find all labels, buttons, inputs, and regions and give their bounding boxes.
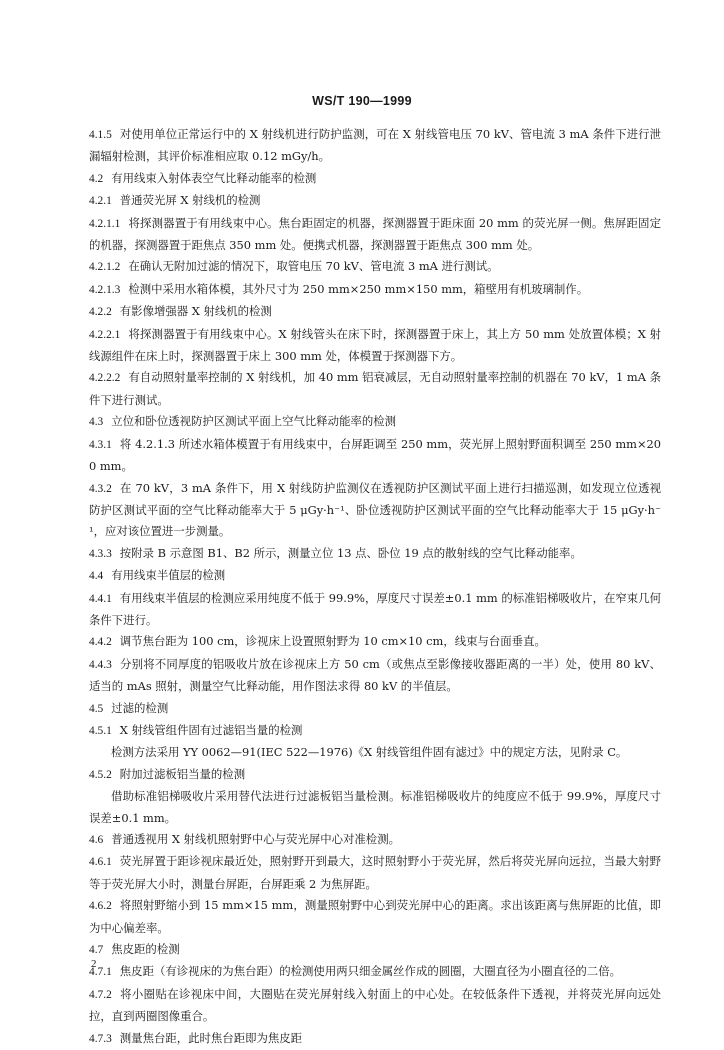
clause-number: 4.7.2 [89, 988, 112, 1001]
clause-number: 4.4 [89, 570, 104, 583]
clause-number: 4.1.5 [89, 129, 112, 141]
clause-text: 普通透视用 X 射线机照射野中心与荧光屏中心对准检测。 [111, 832, 400, 846]
clause-text: 有用线束半值层的检测应采用纯度不低于 99.9%，厚度尺寸误差±0.1 mm 的标准铝梯吸收片，在窄束几何条件下进行。 [89, 590, 661, 627]
clause-paragraph [89, 895, 661, 939]
clause-paragraph [89, 434, 661, 478]
clause-text: 检测中采用水箱体模，其外尺寸为 250 mm×250 mm×150 mm，箱壁用有机玻璃制作。 [128, 281, 589, 296]
clause-text: 将 4.2.1.3 所述水箱体模置于有用线束中，台屏距调至 250 mm，荧光屏上照射野面积调至 250 mm×200 mm。 [89, 436, 661, 474]
page-number: 2 [91, 958, 97, 970]
clause-paragraph [89, 631, 661, 653]
clause-paragraph [89, 411, 661, 433]
clause-number: 4.4.3 [89, 658, 112, 671]
clause-text: 有影像增强器 X 射线机的检测 [119, 304, 272, 319]
clause-text: 附加过滤板铝当量的检测 [119, 766, 246, 781]
clause-text: 将探测器置于有用线束中心。X 射线管头在床下时，探测器置于床上，其上方 50 mm 处放置体模；X 射线源组件在床上时，探测器置于床上 300 mm 处，体模置于探测器下方。 [89, 326, 661, 364]
clause-text: 立位和卧位透视防护区测试平面上空气比释动能率的检测 [111, 414, 397, 429]
clause-number: 4.2.1 [89, 195, 112, 208]
clause-number: 4.5 [89, 702, 104, 715]
clause-paragraph [89, 764, 661, 786]
clause-text: 对使用单位正常运行中的 X 射线机进行防护监测，可在 X 射线管电压 70 kV、管电流 3 mA 条件下进行泄漏辐射检测，其评价标准相应取 0.12 mGy/h。 [89, 127, 661, 164]
clause-paragraph [89, 301, 661, 323]
clause-paragraph [89, 654, 661, 698]
clause-number: 4.3.2 [89, 482, 112, 495]
standard-code: WS/T 190—1999 [312, 94, 412, 108]
clause-number: 4.3 [89, 416, 104, 429]
clause-paragraph [89, 190, 661, 212]
page-header [0, 94, 724, 108]
clause-text: 按附录 B 示意图 B1、B2 所示，测量立位 13 点、卧位 19 点的散射线的空气比释动能率。 [119, 545, 582, 560]
clause-paragraph [89, 984, 661, 1028]
clause-number: 4.5.2 [89, 768, 112, 781]
clause-paragraph [89, 124, 661, 168]
clause-paragraph [89, 543, 661, 565]
clause-number: 4.2.2.1 [89, 328, 121, 341]
clause-paragraph [89, 279, 661, 301]
clause-paragraph [89, 324, 661, 368]
clause-text: 焦皮距（有诊视床的为焦台距）的检测使用两只细金属丝作成的圆圈，大圈直径为小圈直径的二倍。 [119, 964, 621, 979]
clause-text: 荧光屏置于距诊视床最近处，照射野开到最大，这时照射野小于荧光屏，然后将荧光屏向远拉，当最大射野等于荧光屏大小时，测量台屏距，台屏距乘 2 为焦屏距。 [89, 854, 661, 891]
clause-number: 4.4.2 [89, 636, 112, 649]
clause-number: 4.6.1 [89, 856, 112, 869]
clause-paragraph [89, 829, 661, 851]
document-body [89, 124, 661, 1050]
clause-text: 在确认无附加过滤的情况下，取管电压 70 kV、管电流 3 mA 进行测试。 [128, 259, 499, 274]
clause-text: 过滤的检测 [111, 700, 169, 715]
clause-text: 有自动照射量率控制的 X 射线机，加 40 mm 铝衰减层，无自动照射量率控制的机器在 70 kV，1 mA 条件下进行测试。 [89, 370, 661, 407]
clause-number: 4.7.1 [89, 966, 112, 979]
clause-text: 将照射野缩小到 15 mm×15 mm，测量照射野中心到荧光屏中心的距离。求出该距离与焦屏距的比值，即为中心偏差率。 [89, 898, 661, 935]
clause-text: 普通荧光屏 X 射线机的检测 [119, 193, 261, 208]
clause-paragraph [89, 1028, 661, 1050]
clause-paragraph [89, 367, 661, 411]
clause-number: 4.2.2.2 [89, 372, 121, 385]
clause-paragraph [89, 588, 661, 632]
clause-paragraph [89, 168, 661, 190]
clause-text: 测量焦台距，此时焦台距即为焦皮距 [119, 1030, 303, 1045]
clause-text: 焦皮距的检测 [111, 942, 180, 957]
clause-text: X 射线管组件固有过滤铝当量的检测 [119, 722, 303, 737]
clause-paragraph [89, 256, 661, 278]
clause-number: 4.3.3 [89, 547, 112, 560]
clause-number: 4.2.1.2 [89, 261, 121, 274]
clause-text: 有用线束入射体表空气比释动能率的检测 [111, 170, 317, 185]
clause-text: 将探测器置于有用线束中心。焦台距固定的机器，探测器置于距床面 20 mm 的荧光屏一侧。焦屏距固定的机器，探测器置于距焦点 350 mm 处。便携式机器，探测器置于距焦点 300 mm 处。 [89, 215, 661, 253]
clause-text: 调节焦台距为 100 cm，诊视床上设置照射野为 10 cm×10 cm，线束与台面垂直。 [119, 634, 546, 649]
clause-paragraph [89, 786, 661, 829]
clause-text: 将小圈贴在诊视床中间，大圈贴在荧光屏射线入射面上的中心处。在较低条件下透视，并将荧光屏向远处拉，直到两圈图像重合。 [89, 986, 661, 1024]
clause-paragraph [89, 742, 661, 763]
clause-number: 4.6.2 [89, 900, 112, 913]
clause-number: 4.2.1.3 [89, 283, 121, 296]
clause-paragraph [89, 698, 661, 720]
clause-paragraph [89, 565, 661, 587]
clause-text: 借助标准铝梯吸收片采用替代法进行过滤板铝当量检测。标准铝梯吸收片的纯度应不低于 99.9%，厚度尺寸误差±0.1 mm。 [89, 789, 661, 825]
clause-number: 4.4.1 [89, 592, 112, 605]
clause-paragraph [89, 720, 661, 742]
clause-text: 分别将不同厚度的铝吸收片放在诊视床上方 50 cm（或焦点至影像接收器距离的一半）处，使用 80 kV、适当的 mAs 照射，测量空气比释动能，用作图法求得 80 kV 的半值层。 [89, 656, 661, 694]
clause-text: 有用线束半值层的检测 [111, 568, 226, 583]
clause-text: 检测方法采用 YY 0062—91(IEC 522—1976)《X 射线管组件固有滤过》中的规定方法，见附录 C。 [111, 745, 628, 760]
clause-number: 4.6 [89, 834, 104, 846]
clause-number: 4.5.1 [89, 724, 112, 737]
clause-paragraph [89, 939, 661, 961]
clause-paragraph [89, 478, 661, 543]
clause-paragraph [89, 961, 661, 983]
clause-number: 4.7 [89, 944, 104, 957]
clause-number: 4.7.3 [89, 1032, 112, 1045]
clause-number: 4.3.1 [89, 438, 112, 451]
clause-paragraph [89, 213, 661, 257]
clause-number: 4.2.1.1 [89, 217, 121, 230]
clause-number: 4.2.2 [89, 306, 112, 319]
clause-number: 4.2 [89, 172, 104, 185]
clause-text: 在 70 kV，3 mA 条件下，用 X 射线防护监测仪在透视防护区测试平面上进行扫描巡测，如发现立位透视防护区测试平面的空气比释动能率大于 5 μGy·h⁻¹、卧位透视防护区测试平面的空气比释动能率大于 15 μGy·h⁻¹，应对该位置进一步测量。 [89, 480, 661, 539]
clause-paragraph [89, 851, 661, 895]
